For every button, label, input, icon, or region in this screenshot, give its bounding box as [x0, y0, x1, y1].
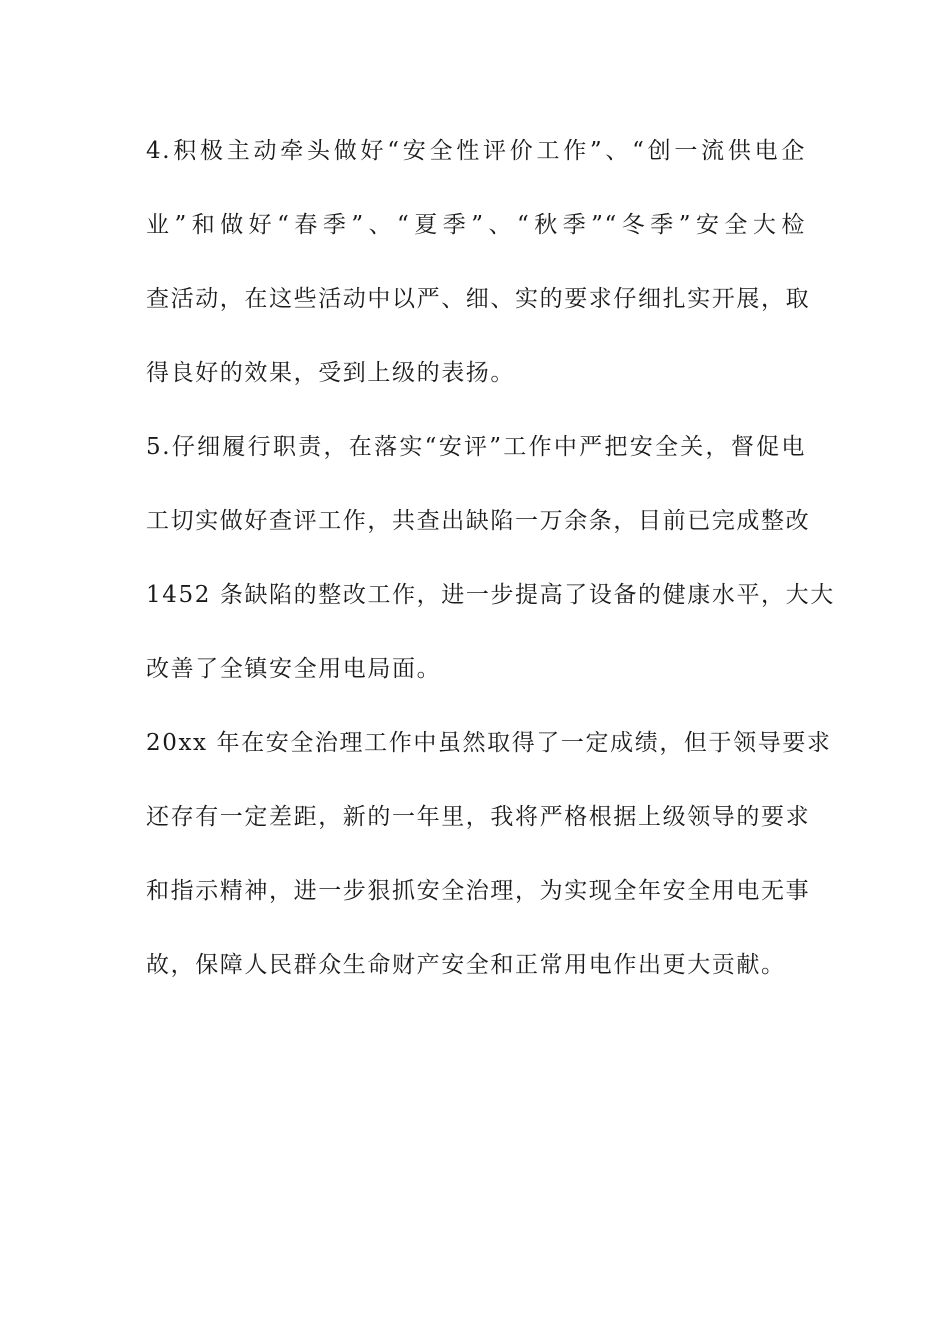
- document-body: [146, 114, 835, 1002]
- paragraph-line: 和指示精神，进一步狠抓安全治理，为实现全年安全用电无事: [146, 878, 811, 904]
- paragraph-line: 还存有一定差距，新的一年里，我将严格根据上级领导的要求: [146, 804, 811, 830]
- paragraph-summary: [146, 706, 832, 1002]
- paragraph-line: 5.仔细履行职责，在落实“安评”工作中严把安全关，督促电: [146, 434, 806, 460]
- paragraph-line: 工切实做好查评工作，共查出缺陷一万余条，目前已完成整改: [146, 508, 811, 534]
- paragraph-line: 改善了全镇安全用电局面。: [146, 656, 442, 682]
- paragraph-line: 故，保障人民群众生命财产安全和正常用电作出更大贡献。: [146, 952, 786, 978]
- paragraph-item-4: [146, 114, 811, 410]
- paragraph-line: 查活动，在这些活动中以严、细、实的要求仔细扎实开展，取: [146, 286, 811, 312]
- paragraph-line: 1452 条缺陷的整改工作，进一步提高了设备的健康水平，大大: [146, 582, 835, 608]
- paragraph-line: 业”和做好“春季”、“夏季”、“秋季”“冬季”安全大检: [146, 212, 806, 238]
- paragraph-line: 20xx 年在安全治理工作中虽然取得了一定成绩，但于领导要求: [146, 730, 832, 756]
- paragraph-line: 得良好的效果，受到上级的表扬。: [146, 360, 515, 386]
- paragraph-line: 4.积极主动牵头做好“安全性评价工作”、“创一流供电企: [146, 138, 806, 164]
- paragraph-item-5: [146, 410, 835, 706]
